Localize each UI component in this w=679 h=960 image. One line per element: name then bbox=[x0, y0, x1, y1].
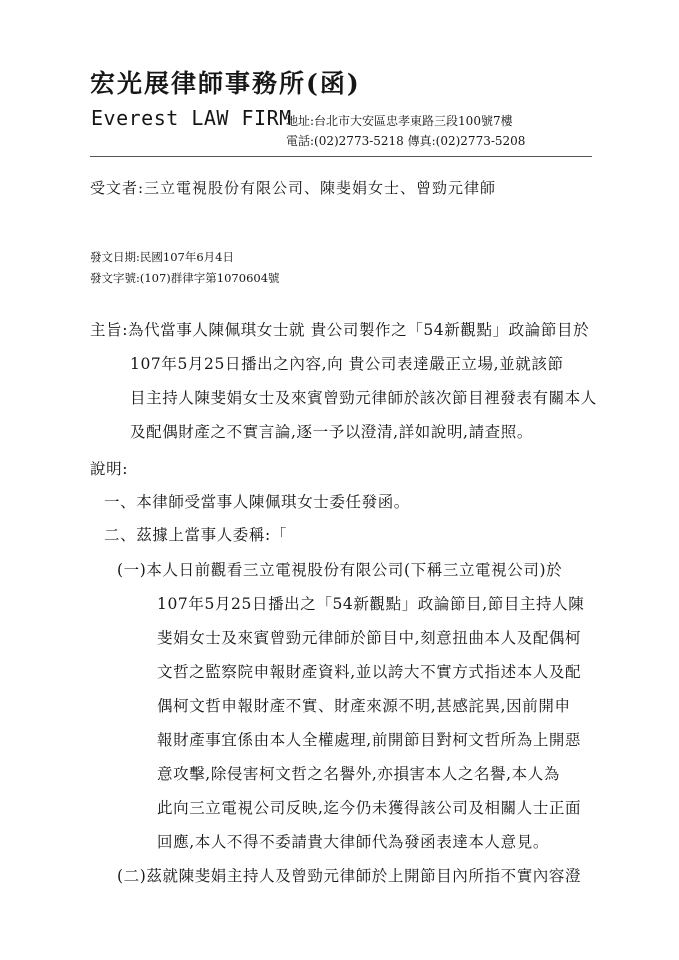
header-divider bbox=[90, 156, 592, 157]
sub-item-2-line: (二)茲就陳斐娟主持人及曾勁元律師於上開節目內所指不實內容澄 bbox=[117, 867, 582, 885]
firm-address: 地址:台北市大安區忠孝東路三段100號7樓 bbox=[286, 114, 513, 128]
firm-name-chinese: 宏光展律師事務所(函) bbox=[90, 69, 361, 98]
subject-line: 目主持人陳斐娟女士及來賓曾勁元律師於該次節目裡發表有關本人 bbox=[130, 389, 597, 407]
sub-item-1-line: 報財產事宜係由本人全權處理,前開節目對柯文哲所為上開惡 bbox=[157, 731, 582, 749]
sub-item-1-line: 文哲之監察院申報財產資料,並以誇大不實方式指述本人及配 bbox=[157, 663, 582, 681]
issue-number: 發文字號:(107)群律字第1070604號 bbox=[90, 271, 280, 285]
firm-name-english: Everest LAW FIRM bbox=[91, 106, 292, 130]
issue-date: 發文日期:民國107年6月4日 bbox=[90, 250, 234, 264]
sub-item-1-line: 107年5月25日播出之「54新觀點」政論節目,節目主持人陳 bbox=[157, 595, 585, 613]
sub-item-1-line: 意攻擊,除侵害柯文哲之名譽外,亦損害本人之名譽,本人為 bbox=[157, 765, 560, 783]
subject-line: 主旨:為代當事人陳佩琪女士就 貴公司製作之「54新觀點」政論節目於 bbox=[90, 321, 590, 339]
recipient-line: 受文者:三立電視股份有限公司、陳斐娟女士、曾勁元律師 bbox=[90, 179, 497, 197]
firm-phone-fax: 電話:(02)2773-5218 傳真:(02)2773-5208 bbox=[286, 134, 526, 148]
sub-item-1-line: (一)本人日前觀看三立電視股份有限公司(下稱三立電視公司)於 bbox=[117, 561, 563, 579]
sub-item-1-line: 回應,本人不得不委請貴大律師代為發函表達本人意見。 bbox=[157, 833, 549, 851]
sub-item-1-line: 偶柯文哲申報財產不實、財產來源不明,甚感詫異,因前開申 bbox=[157, 697, 571, 715]
explanation-item-1: 一、本律師受當事人陳佩琪女士委任發函。 bbox=[104, 493, 410, 511]
sub-item-1-line: 此向三立電視公司反映,迄今仍未獲得該公司及相關人士正面 bbox=[157, 799, 582, 817]
subject-line: 107年5月25日播出之內容,向 貴公司表達嚴正立場,並就該節 bbox=[130, 355, 564, 373]
subject-line: 及配偶財產之不實言論,逐一予以澄清,詳如說明,請查照。 bbox=[130, 423, 533, 441]
explanation-item-2: 二、茲據上當事人委稱:「 bbox=[104, 526, 287, 544]
explanation-heading: 說明: bbox=[90, 460, 129, 478]
sub-item-1-line: 斐娟女士及來賓曾勁元律師於節目中,刻意扭曲本人及配偶柯 bbox=[157, 629, 582, 647]
